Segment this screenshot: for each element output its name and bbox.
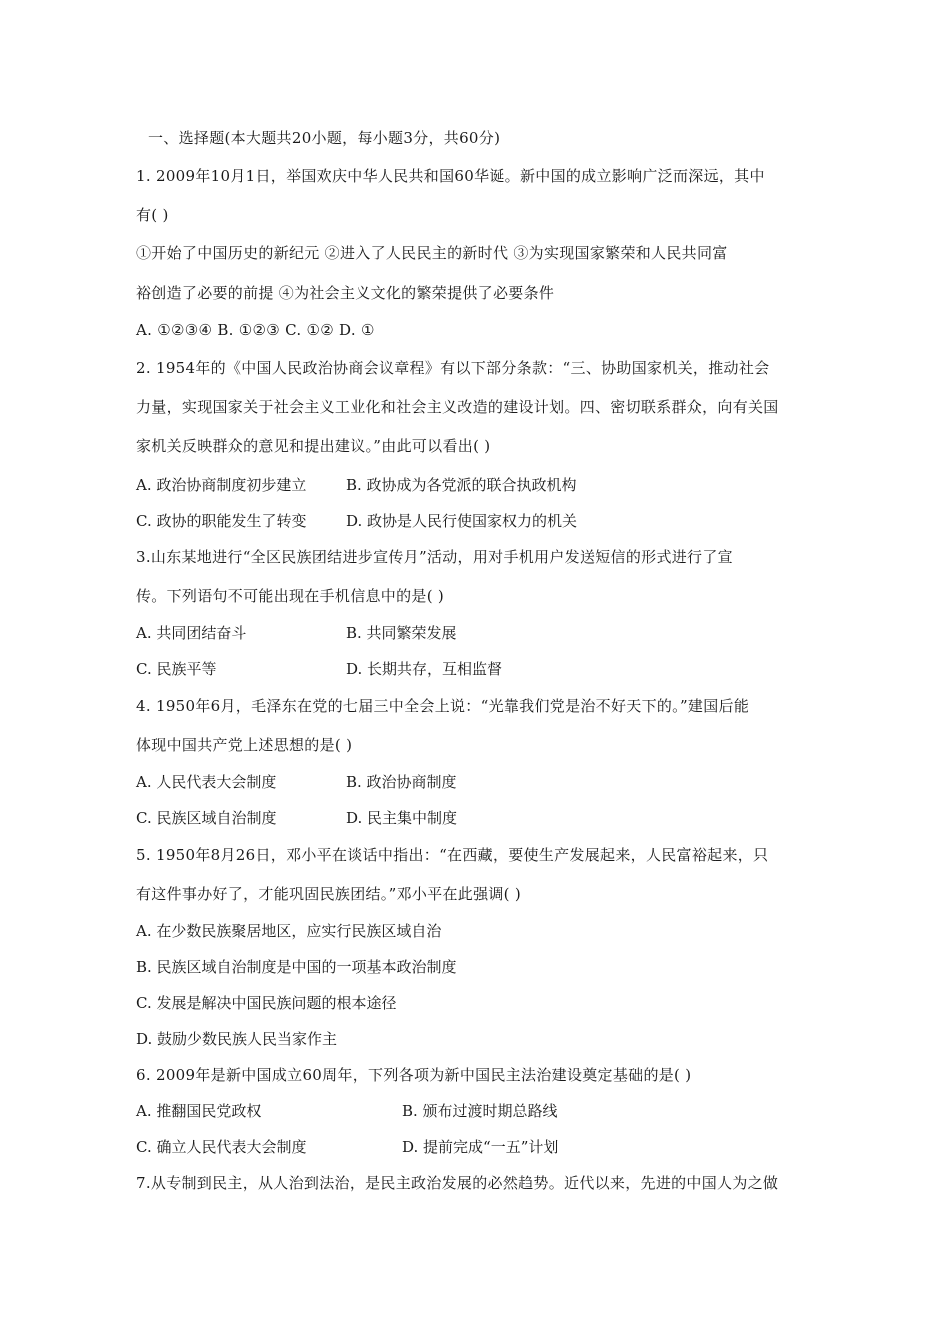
- question-4-option-b: B. 政治协商制度: [346, 773, 457, 791]
- question-5-option-c: C. 发展是解决中国民族问题的根本途径: [136, 994, 397, 1012]
- question-2-option-c: C. 政协的职能发生了转变: [136, 512, 307, 530]
- question-3-line-2: 传。下列语句不可能出现在手机信息中的是( ): [136, 587, 445, 605]
- question-2-option-b: B. 政协成为各党派的联合执政机构: [346, 476, 577, 494]
- question-4-option-d: D. 民主集中制度: [346, 809, 458, 827]
- question-5-option-b: B. 民族区域自治制度是中国的一项基本政治制度: [136, 958, 457, 976]
- question-2-option-a: A. 政治协商制度初步建立: [136, 476, 307, 494]
- question-3-line-1: 3.山东某地进行“全区民族团结进步宣传月”活动，用对手机用户发送短信的形式进行了宣: [136, 548, 733, 566]
- question-6-option-c: C. 确立人民代表大会制度: [136, 1138, 307, 1156]
- question-6-option-a: A. 推翻国民党政权: [136, 1102, 262, 1120]
- question-4-line-1: 4. 1950年6月，毛泽东在党的七届三中全会上说：“光靠我们党是治不好天下的。”建国后能: [136, 697, 750, 715]
- question-4-option-a: A. 人民代表大会制度: [136, 773, 277, 791]
- question-6-option-b: B. 颁布过渡时期总路线: [402, 1102, 558, 1120]
- question-4-option-c: C. 民族区域自治制度: [136, 809, 277, 827]
- question-1-options: A. ①②③④ B. ①②③ C. ①② D. ①: [136, 321, 375, 339]
- question-5-option-a: A. 在少数民族聚居地区，应实行民族区域自治: [136, 922, 442, 940]
- section-title: 一、选择题(本大题共20小题，每小题3分，共60分): [148, 129, 501, 147]
- question-4-line-2: 体现中国共产党上述思想的是( ): [136, 736, 353, 754]
- question-7-line-1: 7.从专制到民主，从人治到法治，是民主政治发展的必然趋势。近代以来，先进的中国人为之做: [136, 1174, 779, 1192]
- question-1-line-3: ①开始了中国历史的新纪元 ②进入了人民民主的新时代 ③为实现国家繁荣和人民共同富: [136, 244, 728, 262]
- question-3-option-b: B. 共同繁荣发展: [346, 624, 457, 642]
- question-3-option-a: A. 共同团结奋斗: [136, 624, 247, 642]
- question-1-line-2: 有( ): [136, 206, 169, 224]
- question-5-option-d: D. 鼓励少数民族人民当家作主: [136, 1030, 338, 1048]
- question-6-option-d: D. 提前完成“一五”计划: [402, 1138, 559, 1156]
- question-3-option-d: D. 长期共存，互相监督: [346, 660, 503, 678]
- question-6-line-1: 6. 2009年是新中国成立60周年，下列各项为新中国民主法治建设奠定基础的是( ): [136, 1066, 692, 1084]
- question-2-line-3: 家机关反映群众的意见和提出建议。”由此可以看出( ): [136, 437, 491, 455]
- question-5-line-1: 5. 1950年8月26日，邓小平在谈话中指出：“在西藏，要使生产发展起来，人民富裕起来，只: [136, 846, 769, 864]
- question-2-line-2: 力量，实现国家关于社会主义工业化和社会主义改造的建设计划。四、密切联系群众，向有关国: [136, 398, 779, 416]
- question-5-line-2: 有这件事办好了，才能巩固民族团结。”邓小平在此强调( ): [136, 885, 522, 903]
- question-1-line-1: 1. 2009年10月1日，举国欢庆中华人民共和国60华诞。新中国的成立影响广泛而深远，其中: [136, 167, 765, 185]
- question-1-line-4: 裕创造了必要的前提 ④为社会主义文化的繁荣提供了必要条件: [136, 284, 555, 302]
- question-3-option-c: C. 民族平等: [136, 660, 217, 678]
- question-2-line-1: 2. 1954年的《中国人民政治协商会议章程》有以下部分条款：“三、协助国家机关，推动社会: [136, 359, 770, 377]
- question-2-option-d: D. 政协是人民行使国家权力的机关: [346, 512, 578, 530]
